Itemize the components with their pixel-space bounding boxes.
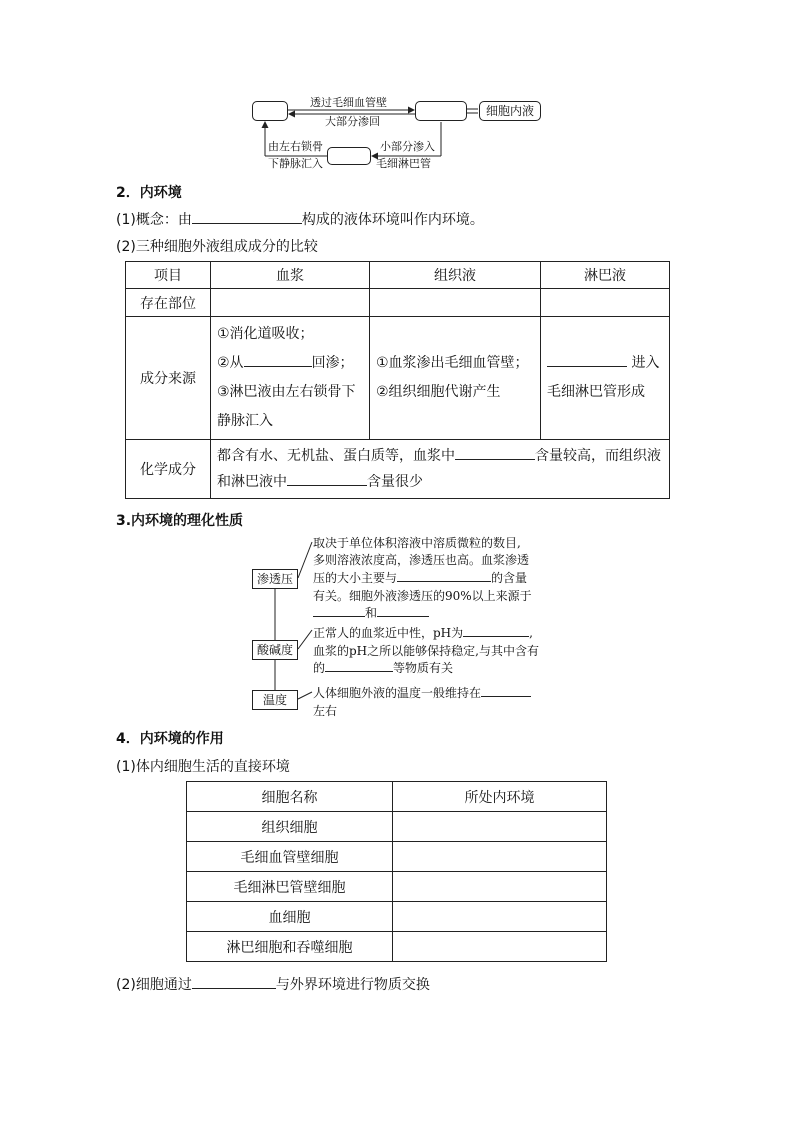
lower-arrow-label: 大部分渗回: [325, 115, 380, 128]
table-row: [187, 842, 607, 872]
osmotic-label: 渗透压: [252, 569, 298, 589]
table-row: [126, 317, 670, 440]
upper-arrow-label: 透过毛细血管壁: [310, 96, 387, 109]
cell-name: 毛细淋巴管壁细胞: [187, 872, 393, 902]
ph-text-2: 血浆的pH之所以能够保持稳定,与其中含有: [313, 644, 539, 658]
header-cell-name: 细胞名称: [187, 782, 393, 812]
ph-label: 酸碱度: [252, 640, 298, 660]
exist-plasma-cell[interactable]: [211, 289, 370, 317]
concept-suffix: 构成的液体环境叫作内环境。: [301, 212, 484, 228]
sub2-suffix: 与外界环境进行物质交换: [275, 977, 430, 993]
ph-text-1: [313, 624, 533, 642]
chem-cell: [211, 440, 670, 499]
table-row: [187, 812, 607, 842]
plasma-source-1: ①消化道吸收；: [217, 326, 314, 342]
osmotic-text-5: [313, 604, 429, 622]
osmotic-blank-3[interactable]: [377, 604, 429, 617]
chem-blank-2[interactable]: [287, 471, 367, 486]
table-row: [187, 872, 607, 902]
header-tissue-fluid: 组织液: [370, 262, 541, 289]
concept-prefix: (1)概念：由: [116, 212, 192, 228]
ph-text-1-prefix: 正常人的血浆近中性，pH为: [313, 626, 464, 640]
environment-answer-cell[interactable]: [393, 872, 607, 902]
source-plasma-cell: [211, 317, 370, 440]
cell-environment-table: [186, 781, 607, 962]
header-environment: 所处内环境: [393, 782, 607, 812]
temp-text-2: 左右: [313, 704, 338, 718]
table-header-row: [126, 262, 670, 289]
lymph-source-2: 毛细淋巴管形成: [547, 384, 645, 400]
sub2-blank[interactable]: [192, 974, 276, 989]
section4-sub1: (1)体内细胞生活的直接环境: [116, 759, 290, 775]
concept-blank[interactable]: [192, 209, 302, 224]
left-label-1: 由左右锁骨: [268, 140, 323, 153]
temp-blank[interactable]: [481, 684, 531, 697]
lymph-source-blank[interactable]: [547, 352, 627, 367]
table-row: [187, 902, 607, 932]
osmotic-text-3-prefix: 压的大小主要与: [313, 571, 398, 585]
tissue-source-1: ①血浆渗出毛细血管壁；: [376, 355, 529, 371]
chem-1-suffix: 含量较高，而组织液: [535, 448, 661, 464]
compare-title: (2)三种细胞外液组成成分的比较: [116, 239, 318, 255]
environment-answer-cell[interactable]: [393, 902, 607, 932]
ph-blank-2[interactable]: [325, 659, 393, 672]
source-tissue-cell: [370, 317, 541, 440]
lymph-source-1: [547, 349, 663, 378]
ph-text-3-suffix: 等物质有关: [393, 661, 454, 675]
table-header-row: [187, 782, 607, 812]
plasma-source-blank[interactable]: [244, 352, 312, 367]
environment-answer-cell[interactable]: [393, 812, 607, 842]
environment-answer-cell[interactable]: [393, 932, 607, 962]
sub2-prefix: (2)细胞通过: [116, 977, 192, 993]
plasma-source-2: [217, 349, 363, 378]
osmotic-text-5-mid: 和: [365, 606, 378, 620]
exist-lymph-cell[interactable]: [541, 289, 670, 317]
plasma-source-2-suffix: 回渗；: [311, 355, 354, 371]
osmotic-text-2: 多则溶液浓度高，渗透压也高。血浆渗透: [313, 553, 530, 567]
chem-blank-1[interactable]: [455, 445, 535, 460]
concept-line: [116, 209, 484, 229]
table-row: [126, 289, 670, 317]
temperature-label: 温度: [252, 690, 298, 710]
cell-fluid-box: 细胞内液: [479, 101, 541, 121]
chem-line-2: [217, 469, 663, 495]
chem-1-prefix: 都含有水、无机盐、蛋白质等，血浆中: [217, 448, 455, 464]
section4-sub2: [116, 974, 430, 994]
ph-text-1-suffix: ,: [529, 626, 533, 640]
header-plasma: 血浆: [211, 262, 370, 289]
section3-heading: 3.内环境的理化性质: [116, 513, 244, 529]
cell-name: 血细胞: [187, 902, 393, 932]
ph-text-3-prefix: 的: [313, 661, 326, 675]
plasma-source-3: ③淋巴液由左右锁骨下: [217, 384, 356, 400]
plasma-source-2-prefix: ②从: [217, 355, 244, 371]
right-label-1: 小部分渗入: [380, 140, 435, 153]
osmotic-text-4: 有关。细胞外液渗透压的90%以上来源于: [313, 589, 532, 603]
plasma-source-4: 静脉汇入: [217, 413, 273, 429]
osmotic-blank-1[interactable]: [397, 569, 491, 582]
left-label-2: 下静脉汇入: [268, 157, 323, 170]
section2-heading: 2．内环境: [116, 185, 182, 201]
osmotic-blank-2[interactable]: [313, 604, 365, 617]
ph-blank-1[interactable]: [463, 624, 529, 637]
section4-heading: 4．内环境的作用: [116, 731, 224, 747]
chem-line-1: [217, 443, 663, 469]
cell-name: 组织细胞: [187, 812, 393, 842]
row-label-exist: 存在部位: [126, 289, 211, 317]
cell-name: 毛细血管壁细胞: [187, 842, 393, 872]
osmotic-text-3-suffix: 的含量: [491, 571, 528, 585]
row-label-source: 成分来源: [126, 317, 211, 440]
ph-text-3: [313, 659, 453, 677]
exist-tissue-cell[interactable]: [370, 289, 541, 317]
comparison-table: [125, 261, 670, 499]
osmotic-text-1: 取决于单位体积溶液中溶质微粒的数目,: [313, 536, 521, 550]
tissue-source-2: ②组织细胞代谢产生: [376, 384, 501, 400]
right-label-2: 毛细淋巴管: [376, 157, 431, 170]
source-lymph-cell: [541, 317, 670, 440]
chem-2-suffix: 含量很少: [367, 474, 423, 490]
table-row: [187, 932, 607, 962]
chem-2-prefix: 和淋巴液中: [217, 474, 287, 490]
lymph-source-1-suffix: 进入: [631, 355, 660, 371]
environment-answer-cell[interactable]: [393, 842, 607, 872]
row-label-chem: 化学成分: [126, 440, 211, 499]
temp-text-1: [313, 684, 531, 702]
header-item: 项目: [126, 262, 211, 289]
header-lymph: 淋巴液: [541, 262, 670, 289]
table-row: [126, 440, 670, 499]
temp-text-1-prefix: 人体细胞外液的温度一般维持在: [313, 686, 482, 700]
cell-name: 淋巴细胞和吞噬细胞: [187, 932, 393, 962]
osmotic-text-3: [313, 569, 527, 587]
